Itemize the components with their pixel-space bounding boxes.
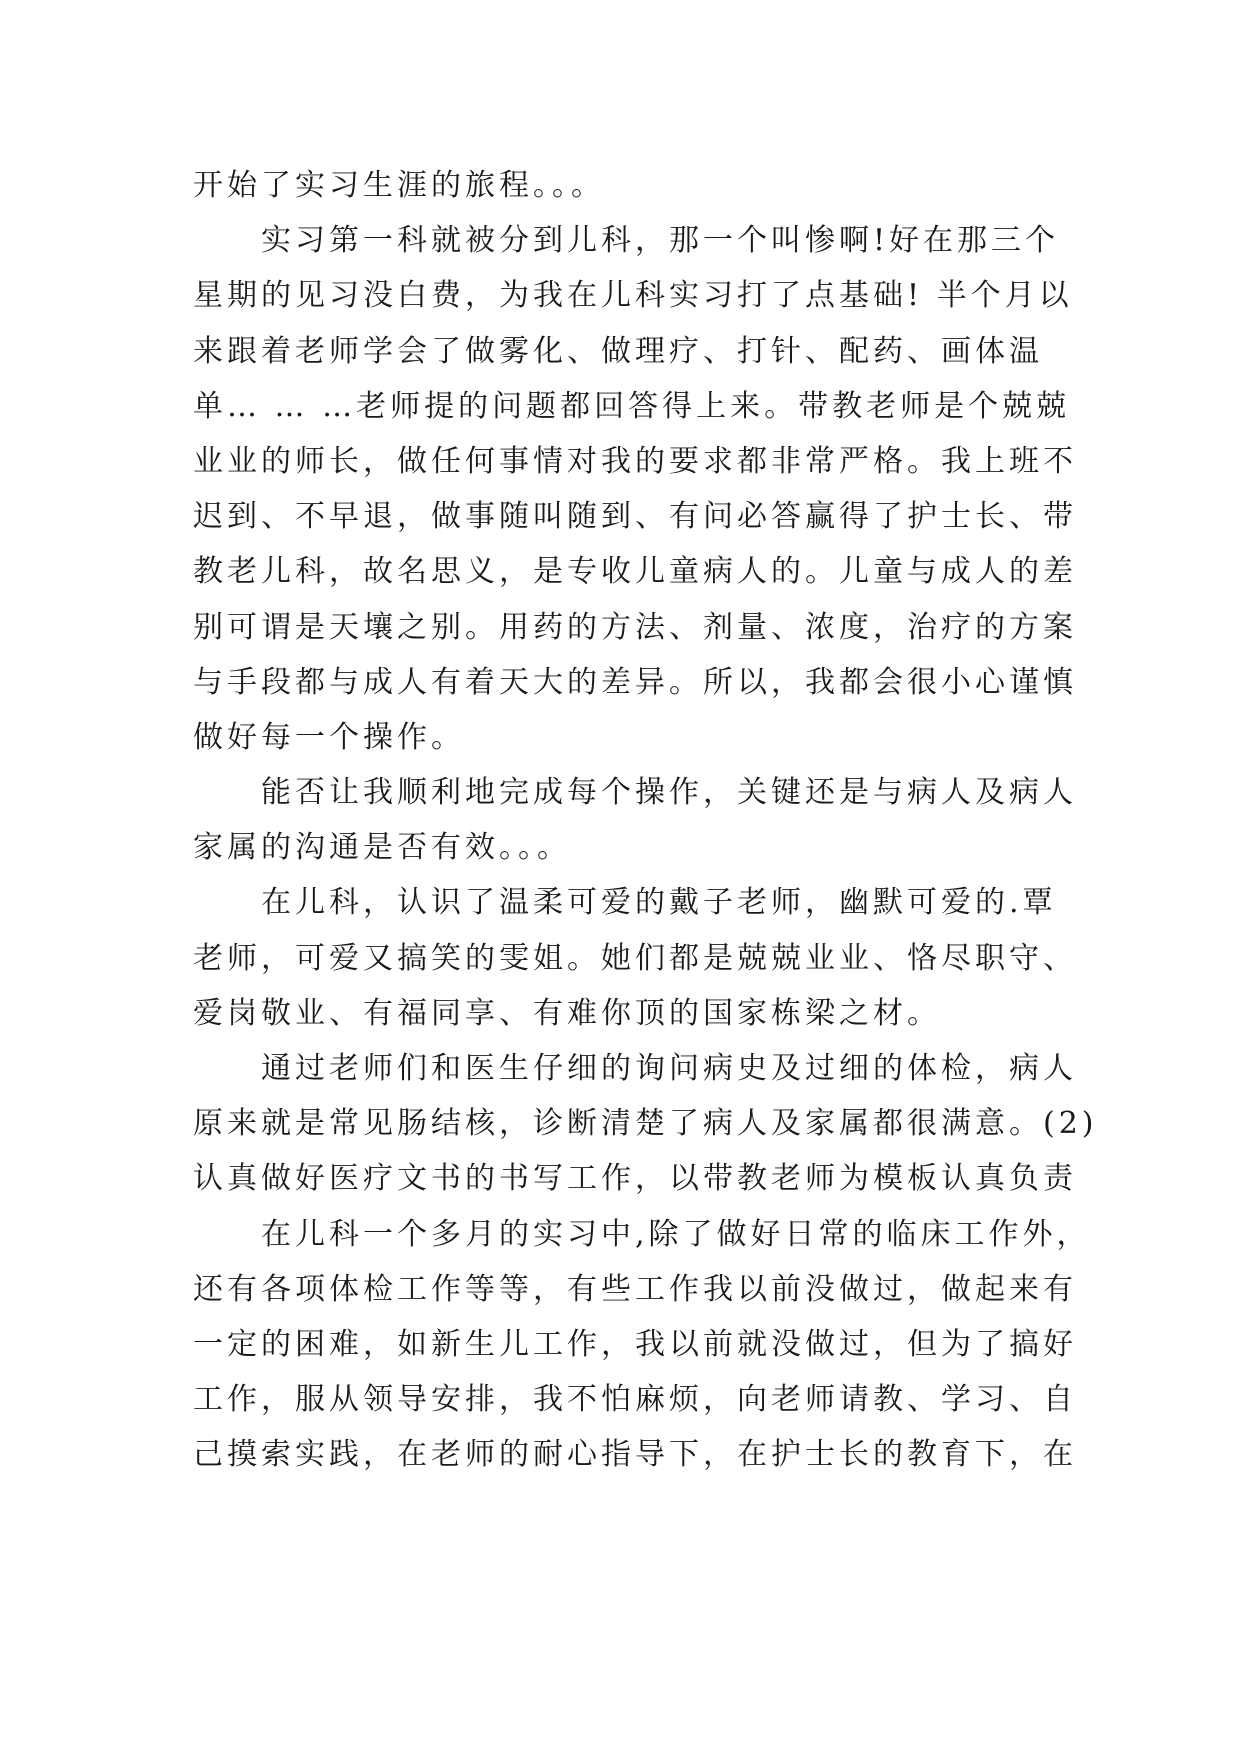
text-line: 星期的见习没白费，为我在儿科实习打了点基础! 半个月以	[193, 278, 1073, 314]
text-line: 单… … …老师提的问题都回答得上来。带教老师是个兢兢	[193, 388, 1071, 424]
text-line: 能否让我顺利地完成每个操作，关键还是与病人及病人	[261, 775, 1077, 811]
document-body	[193, 158, 1098, 1483]
text-line: 原来就是常见肠结核，诊断清楚了病人及家属都很满意。(2)	[193, 1106, 1098, 1142]
text-line: 家属的沟通是否有效。。。	[193, 830, 571, 866]
text-line: 业业的师长，做任何事情对我的要求都非常严格。我上班不	[193, 443, 1077, 479]
text-line: 己摸索实践，在老师的耐心指导下，在护士长的教育下，在	[193, 1437, 1077, 1473]
text-line: 在儿科一个多月的实习中,除了做好日常的临床工作外，	[261, 1216, 1091, 1252]
text-line: 通过老师们和医生仔细的询问病史及过细的体检，病人	[261, 1051, 1077, 1086]
text-line: 老师，可爱又搞笑的雯姐。她们都是兢兢业业、恪尽职守、	[193, 940, 1077, 976]
text-line: 一定的困难，如新生儿工作，我以前就没做过，但为了搞好	[193, 1326, 1077, 1362]
text-line: 实习第一科就被分到儿科，那一个叫惨啊!好在那三个	[261, 223, 1060, 259]
text-line: 教老儿科，故名思义，是专收儿童病人的。儿童与成人的差	[193, 554, 1077, 590]
text-line: 来跟着老师学会了做雾化、做理疗、打针、配药、画体温	[193, 333, 1043, 369]
text-line: 爱岗敬业、有福同享、有难你顶的国家栋梁之材。	[193, 995, 941, 1031]
text-line: 在儿科，认识了温柔可爱的戴子老师，幽默可爱的.覃	[261, 885, 1057, 921]
text-line: 开始了实习生涯的旅程。。。	[193, 168, 605, 203]
text-line: 别可谓是天壤之别。用药的方法、剂量、浓度，治疗的方案	[193, 609, 1077, 645]
text-line: 做好每一个操作。	[193, 719, 465, 755]
text-line: 迟到、不早退，做事随叫随到、有问必答赢得了护士长、带	[193, 499, 1077, 535]
text-line: 还有各项体检工作等等，有些工作我以前没做过，做起来有	[193, 1271, 1077, 1307]
text-line: 工作，服从领导安排，我不怕麻烦，向老师请教、学习、自	[193, 1382, 1077, 1418]
text-line: 认真做好医疗文书的书写工作，以带教老师为模板认真负责	[193, 1161, 1077, 1197]
text-line: 与手段都与成人有着天大的差异。所以，我都会很小心谨慎	[193, 664, 1077, 700]
